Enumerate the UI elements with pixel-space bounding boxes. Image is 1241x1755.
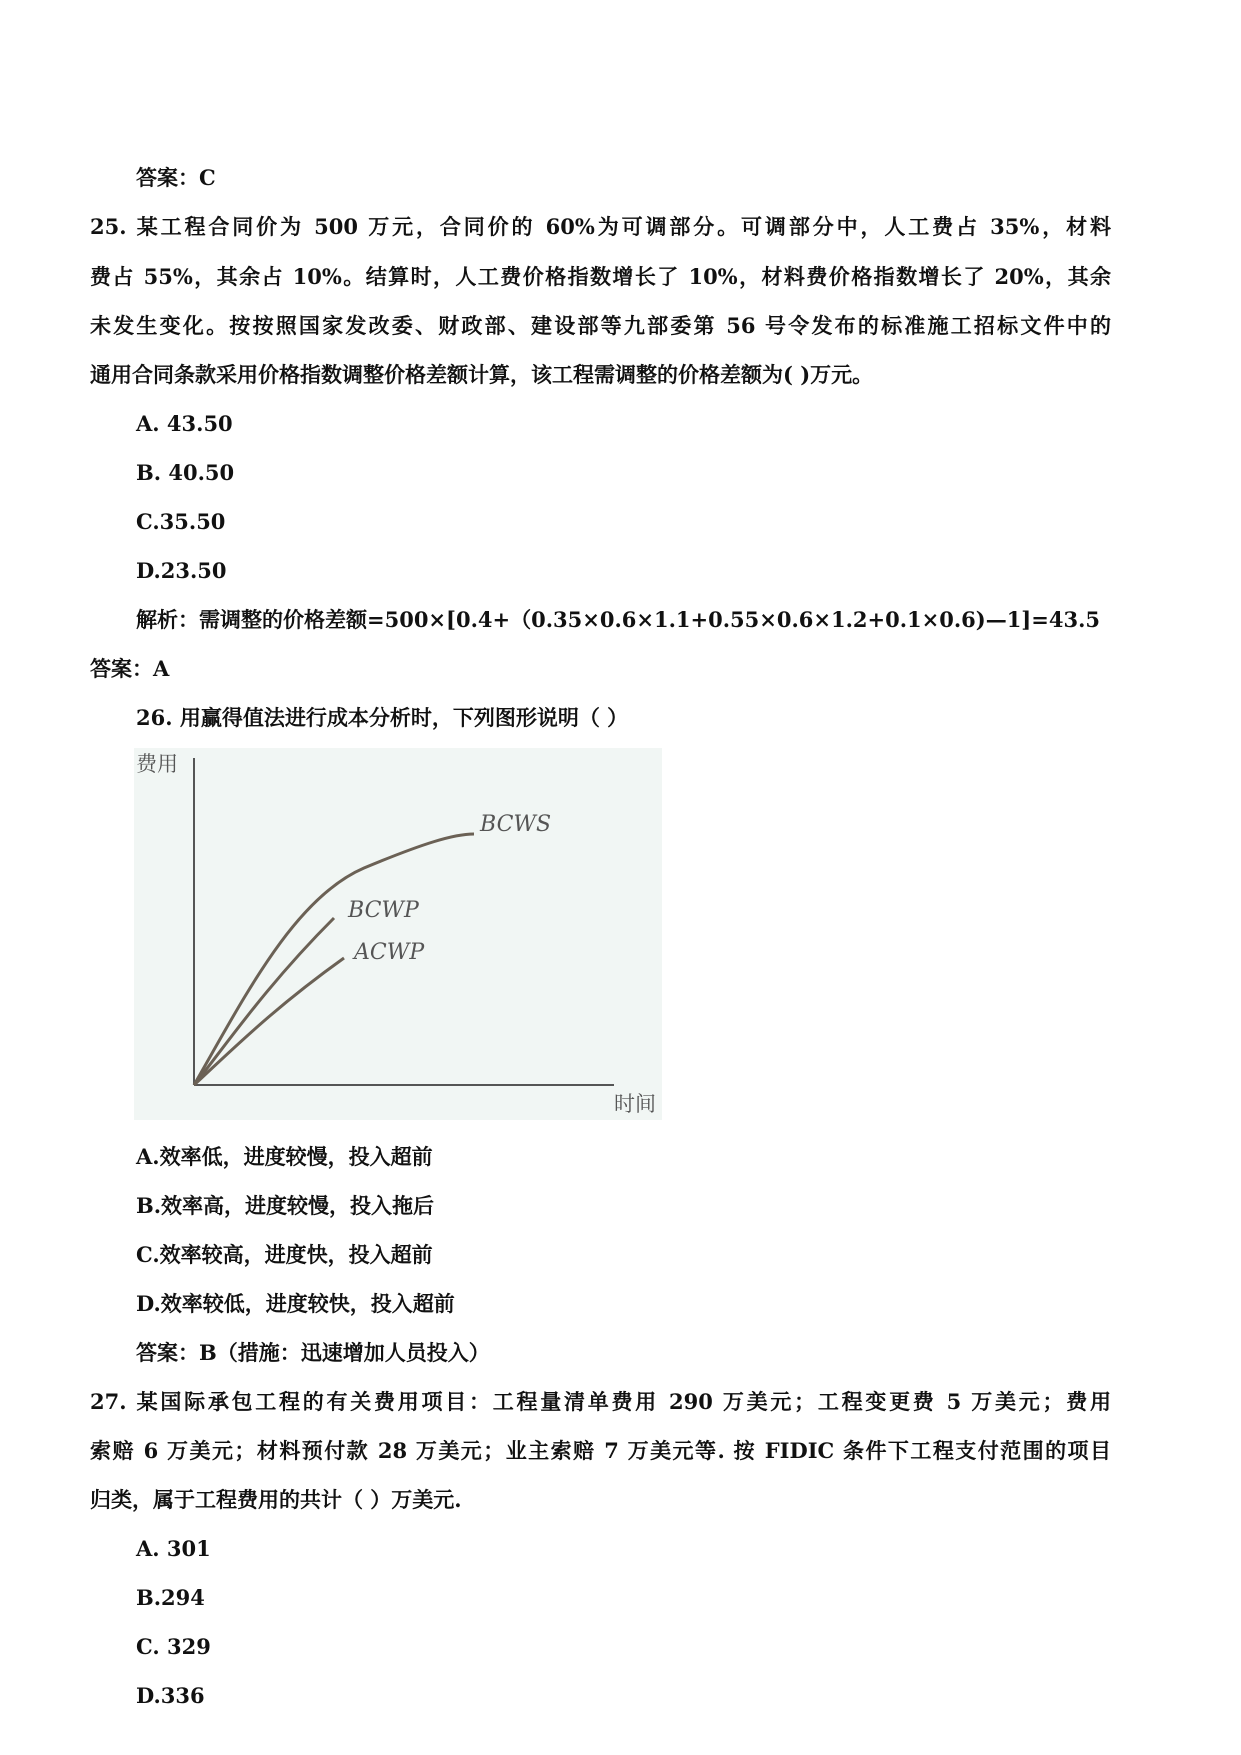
y-axis-label: 费用 (136, 752, 178, 776)
q25-line-3: 未发生变化。按按照国家发改委、财政部、建设部等九部委第 56 号令发布的标准施工招标文件中的 (90, 313, 1111, 338)
x-axis-label: 时间 (614, 1092, 656, 1116)
q27-option-b: B.294 (136, 1585, 205, 1610)
q26-option-b: B.效率高，进度较慢，投入拖后 (136, 1193, 435, 1218)
q25-option-c: C.35.50 (136, 509, 226, 534)
acwp-label: ACWP (354, 940, 425, 965)
q25-line-1: 25. 某工程合同价为 500 万元，合同价的 60%为可调部分。可调部分中，人工费占 35%，材料 (90, 214, 1111, 239)
bcwp-curve (194, 918, 334, 1085)
q26-question: 26. 用赢得值法进行成本分析时，下列图形说明（ ） (136, 705, 629, 730)
q25-option-d: D.23.50 (136, 558, 227, 583)
q25-line-2: 费占 55%，其余占 10%。结算时，人工费价格指数增长了 10%，材料费价格指数增长了 20%，其余 (90, 264, 1111, 289)
q27-option-c: C. 329 (136, 1634, 211, 1659)
bcwp-label: BCWP (348, 898, 419, 923)
q26-option-d: D.效率较低，进度较快，投入超前 (136, 1291, 455, 1316)
q25-analysis: 解析：需调整的价格差额=500×[0.4+（0.35×0.6×1.1+0.55×0.6×1.2+0.1×0.6)—1]=43.5 (136, 607, 1100, 632)
q26-option-c: C.效率较高，进度快，投入超前 (136, 1242, 433, 1267)
earned-value-curves (134, 748, 662, 1120)
q25-option-a: A. 43.50 (136, 411, 233, 436)
q27-option-d: D.336 (136, 1683, 205, 1708)
q26-answer: 答案：B（措施：迅速增加人员投入） (136, 1340, 490, 1365)
q27-option-a: A. 301 (136, 1536, 211, 1561)
q27-line-1: 27. 某国际承包工程的有关费用项目：工程量清单费用 290 万美元；工程变更费 5 万美元；费用 (90, 1389, 1111, 1414)
q25-option-b: B. 40.50 (136, 460, 235, 485)
q27-line-2: 索赔 6 万美元；材料预付款 28 万美元；业主索赔 7 万美元等. 按 FIDIC 条件下工程支付范围的项目 (90, 1438, 1111, 1463)
q25-line-4: 通用合同条款采用价格指数调整价格差额计算，该工程需调整的价格差额为( )万元。 (90, 362, 874, 387)
acwp-curve (194, 958, 344, 1085)
previous-answer: 答案：C (136, 165, 216, 190)
q27-line-3: 归类，属于工程费用的共计（ ）万美元. (90, 1487, 462, 1512)
q26-option-a: A.效率低，进度较慢，投入超前 (136, 1144, 433, 1169)
q25-answer: 答案：A (90, 656, 170, 681)
bcws-label: BCWS (480, 812, 552, 837)
earned-value-figure (134, 748, 662, 1120)
